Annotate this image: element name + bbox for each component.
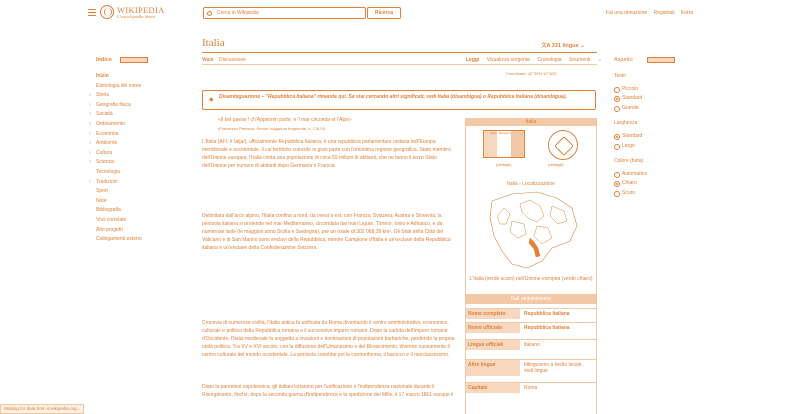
toc-item[interactable] [89, 149, 196, 159]
translate-icon: 文A [541, 43, 552, 49]
search-icon [207, 11, 212, 16]
disambiguation-text: Disambiguazione – "Repubblica Italiana" rimanda qui. Se stai cercando altri significati, vedi Italia (disambigua) o Repubblica Italiana (disambigua). [219, 94, 567, 100]
toc-item[interactable] [89, 139, 196, 149]
chevron-right-icon[interactable]: › [89, 92, 91, 99]
toc-item-label: Sport [96, 188, 108, 195]
language-count: 331 lingue [551, 43, 579, 49]
emblem-image[interactable] [548, 130, 578, 160]
toc-item[interactable] [96, 72, 196, 82]
toc-item[interactable] [89, 130, 196, 140]
user-links [606, 10, 698, 16]
browser-status-bar: Waiting for data from it.wikipedia.org... [0, 404, 84, 414]
location-map-caption: L'Italia (verde scuro) nell'Unione europea (verde chiaro) [469, 276, 593, 282]
toc-item-label: Note [96, 197, 107, 204]
toc-item[interactable] [96, 216, 196, 226]
toc-item-label: Inizio [96, 73, 109, 79]
title-divider [202, 52, 597, 53]
namespace-tabs [202, 57, 250, 63]
toc-item-label: Ambiente [96, 140, 118, 147]
appearance-radio-option[interactable]: Chiaro [614, 180, 704, 189]
toc-item[interactable] [89, 120, 196, 130]
location-map-label: Italia - Localizzazione [471, 179, 591, 189]
toc-item-label: Cultura [96, 149, 113, 156]
epigraph-quote: «Il bel paese / ch'Appennin parte, e 'l mar circonda et l'Alpe» [218, 117, 352, 123]
appearance-group [614, 73, 704, 114]
toc-item[interactable] [89, 158, 196, 168]
tab-visualizza-sorgente[interactable]: Visualizza sorgente [486, 57, 531, 63]
toc-item[interactable] [89, 101, 196, 111]
toc-item[interactable] [96, 226, 196, 236]
chevron-right-icon[interactable]: › [89, 140, 91, 147]
toc-title: Indice [96, 57, 112, 63]
page-title: Italia [202, 37, 225, 49]
toc-item-label: Geografia fisica [96, 101, 131, 108]
tab-strumenti-label: Strumenti [568, 57, 591, 63]
infobox-row-key: Altre lingue [466, 360, 520, 376]
toc-item-label: Economia [96, 130, 119, 137]
search-input[interactable] [203, 7, 366, 19]
infobox [465, 118, 597, 414]
chevron-right-icon[interactable]: › [89, 111, 91, 118]
appearance-radio-option[interactable]: Standard [614, 133, 704, 142]
chevron-down-icon: ⌄ [580, 43, 585, 49]
login-link[interactable]: Entra [681, 10, 694, 16]
epigraph-source: (Francesco Petrarca, Rerum vulgarium fragmenta, n. CXLVI) [218, 126, 326, 131]
emblem-details-link[interactable]: (dettagli) [548, 162, 564, 167]
appearance-group-label: Colore (beta) [614, 157, 644, 164]
appearance-radio-option[interactable]: Largo [614, 143, 704, 152]
tab-leggi[interactable]: Leggi [466, 57, 480, 63]
paragraph-risorgimento: Dopo la parentesi napoleonica, gli italiani lottarono per l'unificazione e l'indipendenza nazionale durante il Risorgimento, finché, dopo la seconda guerra d'indipendenza e la spedizione dei Mille, il 17 marzo 1861 nacque il [202, 384, 454, 398]
chevron-right-icon[interactable]: › [89, 130, 91, 137]
infobox-row [466, 339, 596, 350]
chevron-right-icon[interactable]: › [89, 101, 91, 108]
location-map[interactable] [482, 186, 582, 274]
infobox-row-key: Nome completo [466, 309, 520, 319]
flag-details-link[interactable]: (dettagli) [496, 162, 512, 167]
language-button[interactable] [541, 41, 585, 49]
search-placeholder: Cerca in Wikipedia [217, 10, 259, 16]
appearance-panel [614, 57, 704, 205]
infobox-section-title: Dati amministrativi [510, 296, 552, 302]
paragraph-intro: L'Italia (AFI: /iˈtalja/), ufficialmente Repubblica Italiana, è una repubblica parlamentare unitaria dell'Europa meridionale e occidentale, il cui territorio coincide in gran parte con l'omonima regione geografica. Stato membro dell'Unione europea, l'Italia conta una popolazione di circa 59 milioni di abitanti, che ne fanno il terzo Stato dell'Unione per numero di abitanti dopo Germania e Francia. [202, 139, 451, 169]
appearance-group-label: Larghezza [614, 120, 638, 127]
toc-item[interactable] [89, 110, 196, 120]
appearance-radio-option[interactable]: Scuro [614, 190, 704, 199]
infobox-row [466, 359, 596, 376]
toc-item-label: Tradizioni [96, 178, 118, 185]
infobox-row [466, 322, 596, 333]
toc-item[interactable] [96, 197, 196, 207]
toc-item-label: Società [96, 111, 113, 118]
donate-link[interactable]: Fai una donazione [606, 10, 648, 16]
register-link[interactable]: Registrati [653, 10, 675, 16]
toc-item[interactable] [96, 168, 196, 178]
toc-hide-button[interactable] [120, 57, 148, 63]
main-menu-icon[interactable] [88, 9, 96, 16]
toc-item[interactable] [96, 82, 196, 92]
wikipedia-tagline: L'enciclopedia libera [117, 14, 156, 19]
infobox-row [466, 382, 596, 393]
appearance-group [614, 158, 704, 199]
infobox-row [466, 308, 596, 319]
appearance-radio-option[interactable]: Standard [614, 95, 704, 104]
toc-item[interactable] [89, 91, 196, 101]
appearance-group [614, 120, 704, 152]
wikipedia-globe-logo[interactable] [100, 5, 114, 19]
infobox-title: Italia [466, 118, 596, 126]
search-button[interactable]: Ricerca [367, 7, 401, 19]
toc-item-label: Scienza [96, 159, 114, 166]
tab-voce[interactable]: Voce [202, 57, 214, 63]
flag-label: Italia - Bandiera [490, 131, 512, 135]
infobox-row-key: Capitale [466, 383, 520, 393]
toc-item[interactable] [89, 178, 196, 188]
toc-item-label: Ordinamento [96, 120, 125, 127]
site-header [0, 0, 800, 28]
toc-item[interactable] [96, 235, 196, 245]
appearance-radio-option[interactable]: Grande [614, 105, 704, 114]
toc-item-label: Altri progetti [96, 226, 123, 233]
paragraph-history: Crocevia di numerose civiltà, l'Italia antica fu unificata da Roma diventando il centro amministrativo, economico, culturale e politico della Repubblica romana e il successivo impero romano. Dopo la caduta dell'impero romano d'Occidente, l'Italia medievale fu soggetta a invasioni e dominazioni di popolazioni barbariche, perdendo la propria unità politica. Tra XV e XVI secolo, con la diffusione dell'Umanesimo e del Rinascimento, divenne nuovamente il centro culturale del mondo occidentale. La penisola conobbe poi la controriforma, il barocco e il neoclassicismo. [202, 320, 455, 358]
infobox-row-value[interactable]: Roma [524, 385, 538, 391]
toc-item-label: Bibliografia [96, 207, 121, 214]
chevron-right-icon[interactable]: › [89, 178, 91, 185]
toc-item-label: Etimologia del nome [96, 82, 142, 89]
toc-item-label: Voci correlate [96, 216, 127, 223]
tabs-divider [202, 64, 597, 65]
infobox-row-value[interactable]: italiano [524, 342, 540, 348]
infobox-row-value[interactable]: Repubblica Italiana [524, 311, 570, 317]
toc-item-label: Collegamenti esterni [96, 236, 142, 243]
chevron-right-icon[interactable]: › [89, 159, 91, 166]
appearance-title: Aspetto [614, 57, 633, 63]
infobox-row-value[interactable]: bilinguismo a livello locale, vedi lingue [524, 362, 583, 374]
appearance-hide-button[interactable] [647, 57, 675, 63]
disambiguation-notice [202, 90, 596, 110]
chevron-right-icon[interactable]: › [89, 149, 91, 156]
infobox-row-value[interactable]: Repubblica Italiana [524, 325, 570, 331]
toc-item-label: Storia [96, 92, 110, 99]
wikipedia-wordmark[interactable]: WIKIPEDIA [117, 5, 165, 15]
tab-cronologia[interactable]: Cronologia [537, 57, 562, 63]
appearance-group-label: Testo [614, 73, 626, 79]
table-of-contents [89, 57, 196, 245]
toc-item-label: Tecnologia [96, 168, 120, 175]
infobox-row-key: Nome ufficiale [466, 323, 520, 333]
paragraph-geography: Delimitata dall'arco alpino, l'Italia confina a nord, da ovest a est, con Francia, Svizzera, Austria e Slovenia; la penisola italiana si protende nel mar Mediterraneo, circondata dai mari Ligure, Tirreno, Ionio e Adriatico, e da numerose isole (le maggiori sono Sicilia e Sardegna), per un totale di 302 068,26 km². Gli Stati della Città del Vaticano e di San Marino sono enclavi della Repubblica, mentre Campione d'Italia è un'exclave della Repubblica italiana e un'enclave della Confederazione Svizzera. [202, 213, 451, 251]
chevron-right-icon[interactable]: › [89, 120, 91, 127]
tab-strumenti[interactable]: Strumenti ⌄ [568, 57, 602, 63]
tab-discussione[interactable]: Discussione [218, 57, 246, 63]
toc-item[interactable] [96, 206, 196, 216]
disambiguation-icon: ◆ [209, 97, 214, 103]
appearance-radio-option[interactable]: Piccolo [614, 86, 704, 95]
appearance-radio-option[interactable]: Automatico [614, 171, 704, 180]
coordinates[interactable]: Coordinate: 42°30′N 12°30′E [506, 71, 557, 76]
toc-item[interactable] [96, 187, 196, 197]
view-tabs [466, 57, 608, 63]
infobox-row-key: Lingue ufficiali [466, 340, 520, 350]
